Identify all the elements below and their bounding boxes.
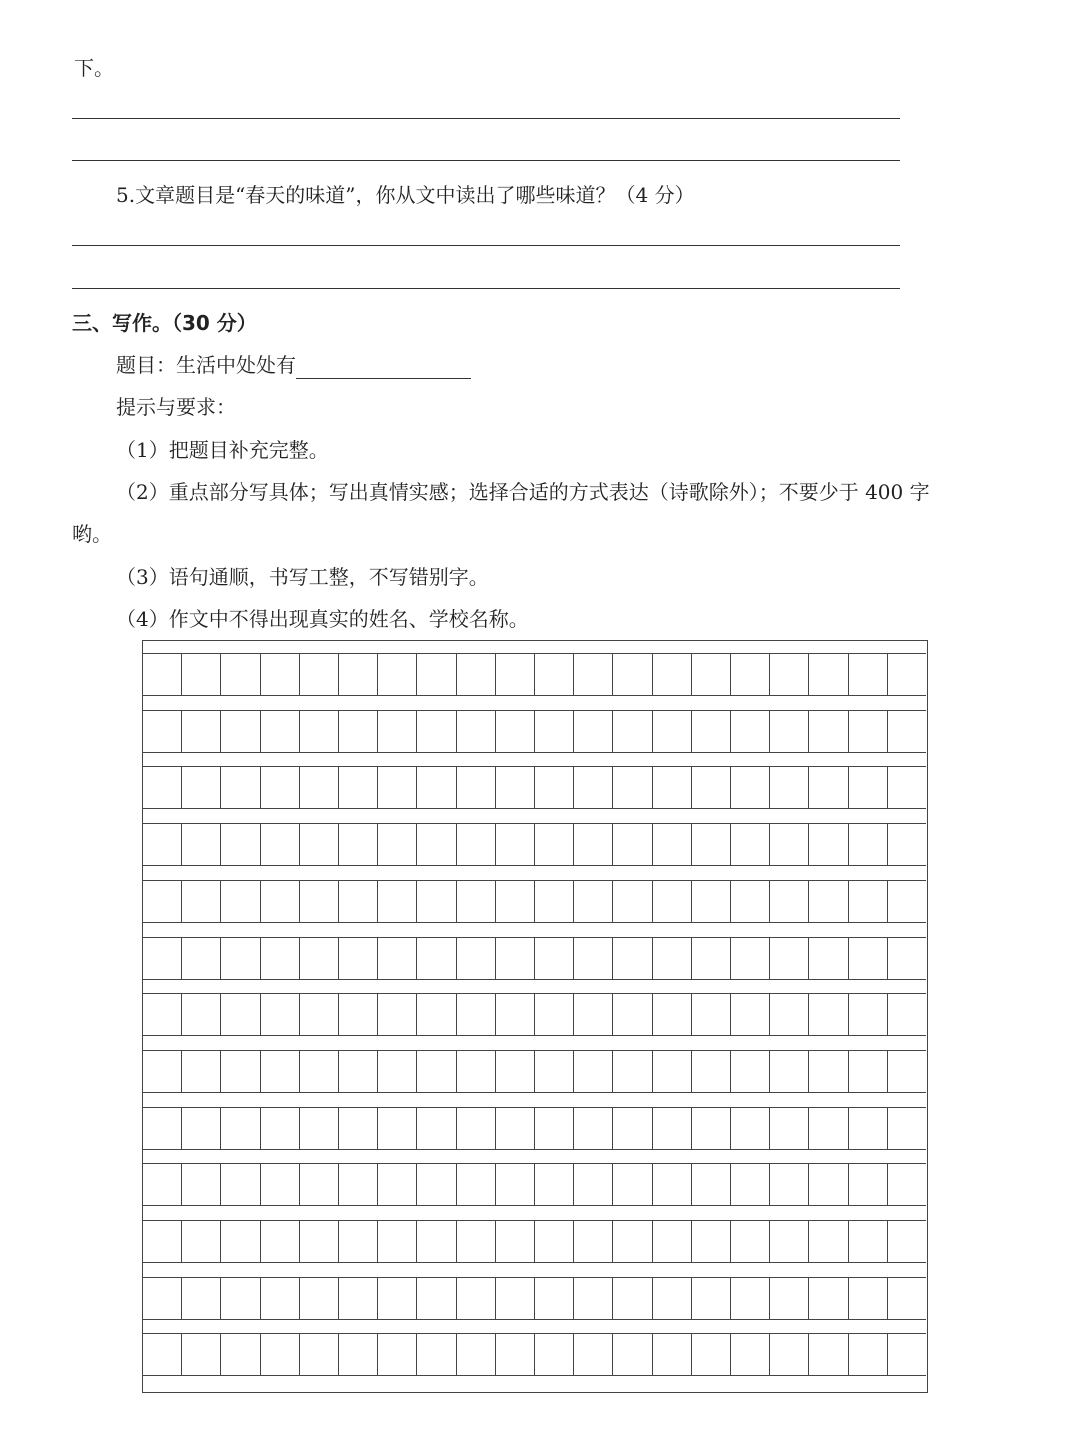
grid-cell[interactable]	[731, 767, 770, 808]
grid-cell[interactable]	[221, 994, 260, 1035]
grid-cell[interactable]	[653, 1164, 692, 1205]
grid-cell[interactable]	[535, 1108, 574, 1149]
grid-cell[interactable]	[535, 824, 574, 865]
grid-cell[interactable]	[496, 711, 535, 752]
grid-cell[interactable]	[182, 1051, 221, 1092]
grid-cell[interactable]	[221, 1221, 260, 1262]
grid-cell[interactable]	[261, 767, 300, 808]
grid-cell[interactable]	[457, 1278, 496, 1319]
grid-cell[interactable]	[770, 1108, 809, 1149]
grid-cell[interactable]	[261, 881, 300, 922]
grid-cell[interactable]	[613, 1334, 652, 1375]
grid-cell[interactable]	[300, 1108, 339, 1149]
grid-cell[interactable]	[339, 654, 378, 695]
grid-cell[interactable]	[300, 881, 339, 922]
grid-cell[interactable]	[378, 711, 417, 752]
grid-cell[interactable]	[692, 711, 731, 752]
grid-cell[interactable]	[300, 994, 339, 1035]
grid-cell[interactable]	[809, 1051, 848, 1092]
grid-cell[interactable]	[457, 994, 496, 1035]
grid-cell[interactable]	[378, 1051, 417, 1092]
grid-cell[interactable]	[339, 1108, 378, 1149]
grid-cell[interactable]	[261, 711, 300, 752]
grid-cell[interactable]	[143, 711, 182, 752]
grid-cell[interactable]	[221, 1278, 260, 1319]
grid-cell[interactable]	[378, 654, 417, 695]
grid-cell[interactable]	[378, 938, 417, 979]
grid-cell[interactable]	[888, 711, 926, 752]
grid-cell[interactable]	[143, 881, 182, 922]
grid-cell[interactable]	[692, 1334, 731, 1375]
grid-cell[interactable]	[221, 824, 260, 865]
grid-cell[interactable]	[888, 994, 926, 1035]
answer-line	[72, 288, 900, 289]
grid-cell[interactable]	[770, 994, 809, 1035]
grid-cell[interactable]	[692, 1164, 731, 1205]
grid-cell[interactable]	[849, 711, 888, 752]
grid-cell[interactable]	[300, 938, 339, 979]
grid-cell[interactable]	[143, 824, 182, 865]
grid-cell[interactable]	[221, 654, 260, 695]
grid-cell[interactable]	[574, 654, 613, 695]
grid-cell[interactable]	[221, 1164, 260, 1205]
grid-cell[interactable]	[731, 881, 770, 922]
grid-cell[interactable]	[378, 881, 417, 922]
grid-cell[interactable]	[417, 824, 456, 865]
grid-cell[interactable]	[261, 654, 300, 695]
grid-cell[interactable]	[809, 1334, 848, 1375]
grid-cell[interactable]	[535, 1278, 574, 1319]
writing-section-heading: 三、写作。（30 分）	[72, 311, 257, 335]
grid-cell[interactable]	[770, 767, 809, 808]
grid-cell[interactable]	[300, 824, 339, 865]
grid-cell[interactable]	[496, 1334, 535, 1375]
grid-cell[interactable]	[339, 994, 378, 1035]
grid-cell[interactable]	[261, 994, 300, 1035]
grid-cell[interactable]	[574, 881, 613, 922]
grid-cell[interactable]	[378, 1108, 417, 1149]
grid-cell[interactable]	[143, 1278, 182, 1319]
grid-cell[interactable]	[849, 938, 888, 979]
grid-cell[interactable]	[574, 767, 613, 808]
grid-cell[interactable]	[496, 1221, 535, 1262]
grid-cell[interactable]	[457, 1108, 496, 1149]
grid-cell[interactable]	[849, 994, 888, 1035]
requirement-1: （1）把题目补充完整。	[116, 438, 329, 462]
grid-cell[interactable]	[143, 1334, 182, 1375]
grid-cell[interactable]	[457, 711, 496, 752]
grid-cell[interactable]	[496, 1164, 535, 1205]
grid-cell[interactable]	[417, 711, 456, 752]
grid-cell[interactable]	[535, 1334, 574, 1375]
grid-cell[interactable]	[574, 1108, 613, 1149]
grid-row	[143, 1220, 926, 1263]
grid-cell[interactable]	[770, 711, 809, 752]
grid-cell[interactable]	[182, 767, 221, 808]
grid-cell[interactable]	[457, 881, 496, 922]
grid-cell[interactable]	[653, 1278, 692, 1319]
grid-cell[interactable]	[692, 881, 731, 922]
grid-cell[interactable]	[339, 824, 378, 865]
grid-cell[interactable]	[496, 881, 535, 922]
requirement-2: （2）重点部分写具体；写出真情实感；选择合适的方式表达（诗歌除外）；不要少于 400 字	[116, 480, 930, 504]
grid-cell[interactable]	[613, 938, 652, 979]
grid-cell[interactable]	[457, 1334, 496, 1375]
grid-cell[interactable]	[378, 767, 417, 808]
grid-cell[interactable]	[221, 1334, 260, 1375]
grid-cell[interactable]	[457, 767, 496, 808]
grid-cell[interactable]	[574, 824, 613, 865]
grid-cell[interactable]	[261, 938, 300, 979]
grid-cell[interactable]	[849, 1108, 888, 1149]
grid-cell[interactable]	[613, 711, 652, 752]
grid-cell[interactable]	[888, 767, 926, 808]
grid-cell[interactable]	[653, 824, 692, 865]
grid-cell[interactable]	[300, 1221, 339, 1262]
grid-cell[interactable]	[692, 1108, 731, 1149]
grid-cell[interactable]	[417, 1051, 456, 1092]
grid-cell[interactable]	[613, 654, 652, 695]
grid-cell[interactable]	[653, 1221, 692, 1262]
grid-row	[143, 1107, 926, 1150]
grid-cell[interactable]	[535, 711, 574, 752]
grid-cell[interactable]	[692, 824, 731, 865]
grid-cell[interactable]	[731, 1108, 770, 1149]
grid-cell[interactable]	[143, 1221, 182, 1262]
grid-cell[interactable]	[888, 1164, 926, 1205]
grid-cell[interactable]	[182, 1221, 221, 1262]
grid-cell[interactable]	[692, 938, 731, 979]
grid-cell[interactable]	[770, 1164, 809, 1205]
grid-cell[interactable]	[300, 767, 339, 808]
grid-cell[interactable]	[888, 1051, 926, 1092]
grid-cell[interactable]	[496, 938, 535, 979]
grid-row	[143, 937, 926, 980]
grid-cell[interactable]	[692, 767, 731, 808]
grid-row	[143, 1277, 926, 1320]
grid-cell[interactable]	[221, 767, 260, 808]
grid-cell[interactable]	[496, 1051, 535, 1092]
grid-cell[interactable]	[182, 711, 221, 752]
grid-cell[interactable]	[339, 1164, 378, 1205]
grid-cell[interactable]	[613, 824, 652, 865]
grid-cell[interactable]	[182, 654, 221, 695]
grid-cell[interactable]	[417, 1164, 456, 1205]
grid-cell[interactable]	[574, 1164, 613, 1205]
grid-cell[interactable]	[809, 1221, 848, 1262]
grid-cell[interactable]	[574, 1051, 613, 1092]
grid-cell[interactable]	[457, 824, 496, 865]
grid-cell[interactable]	[809, 994, 848, 1035]
grid-cell[interactable]	[339, 767, 378, 808]
grid-cell[interactable]	[143, 654, 182, 695]
grid-cell[interactable]	[809, 1278, 848, 1319]
grid-cell[interactable]	[535, 1051, 574, 1092]
grid-cell[interactable]	[261, 1278, 300, 1319]
grid-cell[interactable]	[535, 938, 574, 979]
grid-cell[interactable]	[143, 1164, 182, 1205]
grid-cell[interactable]	[221, 881, 260, 922]
grid-cell[interactable]	[692, 1278, 731, 1319]
grid-cell[interactable]	[300, 1051, 339, 1092]
grid-cell[interactable]	[574, 994, 613, 1035]
grid-cell[interactable]	[692, 994, 731, 1035]
essay-topic	[116, 351, 471, 379]
grid-cell[interactable]	[143, 1108, 182, 1149]
grid-cell[interactable]	[613, 1221, 652, 1262]
grid-cell[interactable]	[300, 1164, 339, 1205]
grid-cell[interactable]	[221, 938, 260, 979]
grid-cell[interactable]	[574, 1278, 613, 1319]
grid-cell[interactable]	[300, 654, 339, 695]
grid-cell[interactable]	[300, 711, 339, 752]
grid-cell[interactable]	[496, 1278, 535, 1319]
grid-cell[interactable]	[849, 654, 888, 695]
grid-cell[interactable]	[653, 994, 692, 1035]
grid-cell[interactable]	[653, 654, 692, 695]
grid-cell[interactable]	[143, 767, 182, 808]
grid-cell[interactable]	[888, 654, 926, 695]
grid-cell[interactable]	[849, 1278, 888, 1319]
grid-cell[interactable]	[143, 994, 182, 1035]
grid-row	[143, 766, 926, 809]
requirement-3: （3）语句通顺，书写工整，不写错别字。	[116, 565, 489, 589]
grid-cell[interactable]	[182, 1108, 221, 1149]
grid-cell[interactable]	[417, 1334, 456, 1375]
grid-cell[interactable]	[613, 994, 652, 1035]
grid-cell[interactable]	[496, 1108, 535, 1149]
grid-cell[interactable]	[221, 1108, 260, 1149]
grid-cell[interactable]	[261, 1108, 300, 1149]
grid-cell[interactable]	[535, 1164, 574, 1205]
grid-cell[interactable]	[182, 938, 221, 979]
grid-cell[interactable]	[339, 1334, 378, 1375]
answer-line	[72, 118, 900, 119]
grid-cell[interactable]	[731, 654, 770, 695]
grid-cell[interactable]	[770, 881, 809, 922]
grid-row	[143, 823, 926, 866]
answer-line	[72, 160, 900, 161]
grid-cell[interactable]	[809, 654, 848, 695]
grid-cell[interactable]	[535, 654, 574, 695]
grid-cell[interactable]	[770, 1221, 809, 1262]
grid-cell[interactable]	[574, 938, 613, 979]
grid-row	[143, 710, 926, 753]
grid-row	[143, 993, 926, 1036]
grid-cell[interactable]	[849, 1051, 888, 1092]
grid-cell[interactable]	[731, 711, 770, 752]
grid-row	[143, 1163, 926, 1206]
grid-cell[interactable]	[731, 994, 770, 1035]
grid-cell[interactable]	[731, 1334, 770, 1375]
grid-cell[interactable]	[574, 1334, 613, 1375]
grid-cell[interactable]	[261, 824, 300, 865]
grid-cell[interactable]	[300, 1334, 339, 1375]
grid-cell[interactable]	[888, 1278, 926, 1319]
grid-cell[interactable]	[653, 938, 692, 979]
grid-cell[interactable]	[221, 1051, 260, 1092]
grid-cell[interactable]	[417, 1278, 456, 1319]
grid-cell[interactable]	[849, 881, 888, 922]
grid-cell[interactable]	[182, 1164, 221, 1205]
grid-cell[interactable]	[457, 1164, 496, 1205]
grid-cell[interactable]	[731, 1221, 770, 1262]
grid-cell[interactable]	[378, 1334, 417, 1375]
grid-cell[interactable]	[653, 881, 692, 922]
grid-cell[interactable]	[417, 1221, 456, 1262]
essay-topic-label: 题目：生活中处处有	[116, 353, 296, 377]
grid-cell[interactable]	[221, 711, 260, 752]
grid-cell[interactable]	[378, 1278, 417, 1319]
grid-cell[interactable]	[496, 824, 535, 865]
grid-cell[interactable]	[182, 1334, 221, 1375]
essay-writing-grid[interactable]	[142, 640, 928, 1393]
grid-cell[interactable]	[809, 824, 848, 865]
continuation-text: 下。	[74, 56, 114, 80]
grid-cell[interactable]	[888, 824, 926, 865]
grid-cell[interactable]	[809, 881, 848, 922]
grid-cell[interactable]	[888, 938, 926, 979]
grid-cell[interactable]	[653, 767, 692, 808]
grid-cell[interactable]	[182, 1278, 221, 1319]
grid-cell[interactable]	[535, 994, 574, 1035]
grid-cell[interactable]	[535, 767, 574, 808]
grid-cell[interactable]	[143, 938, 182, 979]
grid-cell[interactable]	[692, 1221, 731, 1262]
grid-cell[interactable]	[613, 1164, 652, 1205]
grid-cell[interactable]	[417, 654, 456, 695]
grid-cell[interactable]	[339, 1278, 378, 1319]
grid-cell[interactable]	[770, 1334, 809, 1375]
grid-cell[interactable]	[692, 1051, 731, 1092]
grid-cell[interactable]	[457, 1051, 496, 1092]
grid-cell[interactable]	[417, 767, 456, 808]
grid-cell[interactable]	[613, 1278, 652, 1319]
grid-cell[interactable]	[261, 1051, 300, 1092]
grid-cell[interactable]	[378, 1164, 417, 1205]
grid-cell[interactable]	[496, 654, 535, 695]
grid-cell[interactable]	[143, 1051, 182, 1092]
grid-cell[interactable]	[653, 1108, 692, 1149]
hints-label: 提示与要求：	[116, 395, 236, 419]
grid-cell[interactable]	[731, 824, 770, 865]
grid-cell[interactable]	[339, 881, 378, 922]
grid-cell[interactable]	[653, 1334, 692, 1375]
grid-cell[interactable]	[457, 654, 496, 695]
grid-cell[interactable]	[496, 994, 535, 1035]
essay-topic-blank	[296, 358, 471, 379]
grid-cell[interactable]	[457, 938, 496, 979]
grid-cell[interactable]	[574, 1221, 613, 1262]
requirement-4: （4）作文中不得出现真实的姓名、学校名称。	[116, 607, 529, 631]
grid-cell[interactable]	[535, 881, 574, 922]
grid-row	[143, 1050, 926, 1093]
grid-cell[interactable]	[613, 767, 652, 808]
grid-cell[interactable]	[809, 767, 848, 808]
grid-cell[interactable]	[849, 824, 888, 865]
grid-cell[interactable]	[339, 711, 378, 752]
grid-cell[interactable]	[613, 1051, 652, 1092]
grid-cell[interactable]	[731, 938, 770, 979]
grid-cell[interactable]	[809, 938, 848, 979]
grid-cell[interactable]	[849, 1221, 888, 1262]
grid-cell[interactable]	[888, 1221, 926, 1262]
answer-line	[72, 245, 900, 246]
grid-cell[interactable]	[261, 1221, 300, 1262]
requirement-2-continued: 哟。	[72, 522, 112, 546]
grid-cell[interactable]	[888, 1334, 926, 1375]
grid-cell[interactable]	[339, 938, 378, 979]
grid-cell[interactable]	[574, 711, 613, 752]
grid-cell[interactable]	[339, 1221, 378, 1262]
grid-cell[interactable]	[770, 938, 809, 979]
grid-cell[interactable]	[535, 1221, 574, 1262]
grid-cell[interactable]	[457, 1221, 496, 1262]
grid-cell[interactable]	[417, 938, 456, 979]
grid-cell[interactable]	[809, 711, 848, 752]
grid-cell[interactable]	[417, 881, 456, 922]
question-5-text: 5.文章题目是“春天的味道”，你从文中读出了哪些味道？（4 分）	[116, 183, 695, 207]
grid-cell[interactable]	[300, 1278, 339, 1319]
grid-row	[143, 880, 926, 923]
grid-cell[interactable]	[849, 1164, 888, 1205]
grid-cell[interactable]	[613, 881, 652, 922]
grid-cell[interactable]	[731, 1164, 770, 1205]
grid-cell[interactable]	[182, 994, 221, 1035]
grid-cell[interactable]	[182, 881, 221, 922]
grid-cell[interactable]	[809, 1108, 848, 1149]
grid-cell[interactable]	[653, 711, 692, 752]
grid-row	[143, 1333, 926, 1376]
grid-cell[interactable]	[261, 1164, 300, 1205]
grid-cell[interactable]	[378, 824, 417, 865]
grid-cell[interactable]	[770, 1278, 809, 1319]
grid-cell[interactable]	[849, 1334, 888, 1375]
grid-cell[interactable]	[731, 1051, 770, 1092]
grid-row	[143, 653, 926, 696]
grid-cell[interactable]	[613, 1108, 652, 1149]
grid-cell[interactable]	[770, 654, 809, 695]
grid-cell[interactable]	[809, 1164, 848, 1205]
grid-cell[interactable]	[182, 824, 221, 865]
grid-cell[interactable]	[378, 994, 417, 1035]
grid-cell[interactable]	[496, 767, 535, 808]
grid-cell[interactable]	[378, 1221, 417, 1262]
grid-cell[interactable]	[888, 1108, 926, 1149]
grid-cell[interactable]	[849, 767, 888, 808]
grid-cell[interactable]	[261, 1334, 300, 1375]
grid-cell[interactable]	[417, 994, 456, 1035]
grid-cell[interactable]	[417, 1108, 456, 1149]
grid-cell[interactable]	[692, 654, 731, 695]
grid-cell[interactable]	[888, 881, 926, 922]
grid-cell[interactable]	[731, 1278, 770, 1319]
grid-cell[interactable]	[770, 1051, 809, 1092]
grid-cell[interactable]	[339, 1051, 378, 1092]
grid-cell[interactable]	[770, 824, 809, 865]
grid-cell[interactable]	[653, 1051, 692, 1092]
